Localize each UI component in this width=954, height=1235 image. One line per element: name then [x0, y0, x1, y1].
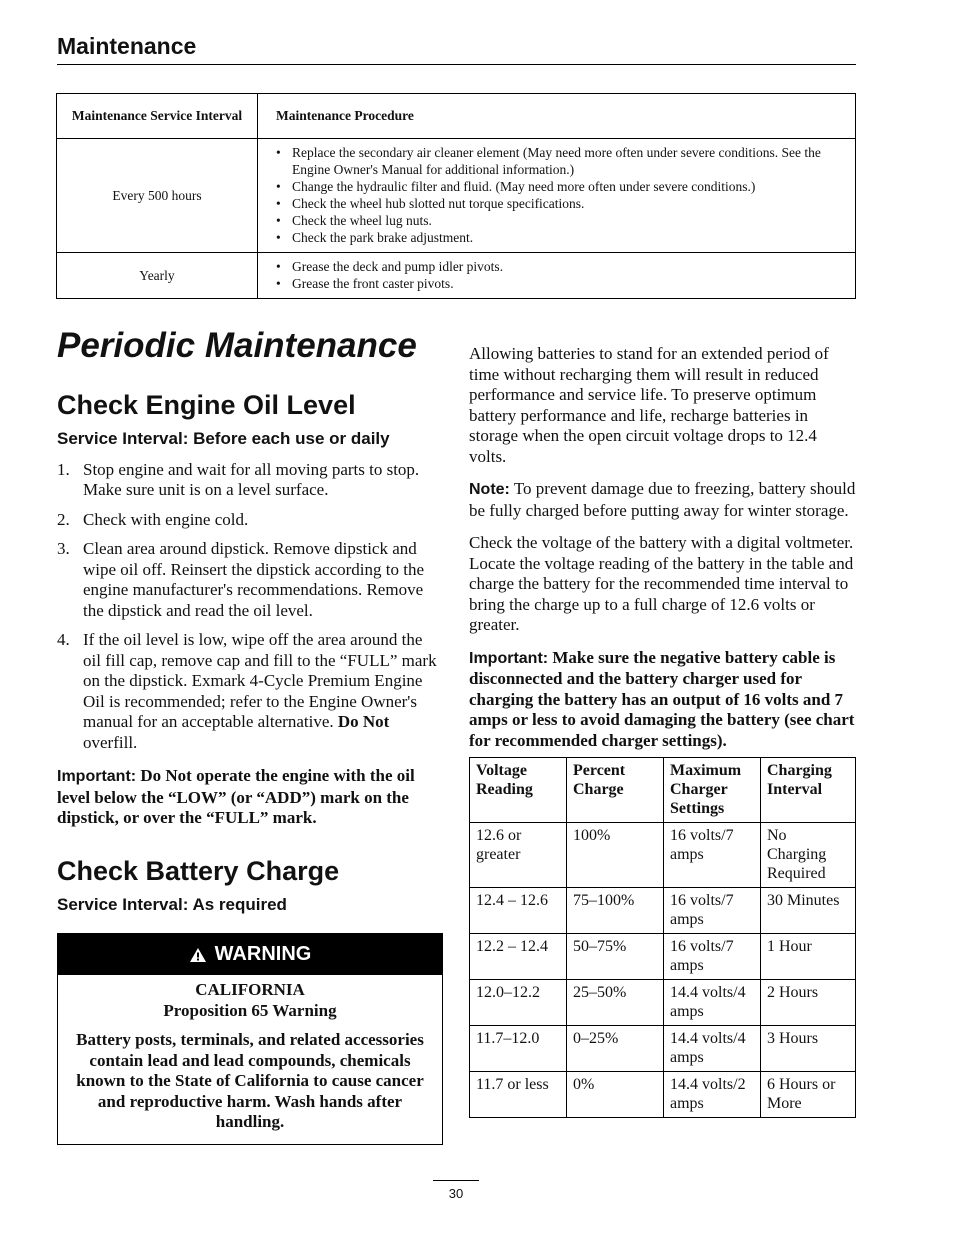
- step-text-end: overfill.: [83, 732, 138, 752]
- battery-important: [469, 648, 857, 752]
- battery-table-header-row: [470, 758, 856, 823]
- table-cell: 100%: [567, 823, 664, 888]
- battery-header-voltage: Voltage Reading: [470, 758, 567, 823]
- warning-line2: Proposition 65 Warning: [163, 1000, 337, 1020]
- battery-header-charger: Maximum Charger Settings: [664, 758, 761, 823]
- table-cell: 30 Minutes: [761, 888, 856, 934]
- schedule-interval-cell: Every 500 hours: [57, 139, 258, 253]
- table-cell: 25–50%: [567, 980, 664, 1026]
- table-cell: 16 volts/7 amps: [664, 934, 761, 980]
- table-row: [470, 934, 856, 980]
- schedule-header-procedure: Maintenance Procedure: [258, 94, 856, 139]
- page-number: 30: [448, 1186, 464, 1201]
- table-cell: 1 Hour: [761, 934, 856, 980]
- periodic-maintenance-title: Periodic Maintenance: [57, 326, 417, 365]
- list-item: • Grease the deck and pump idler pivots.: [276, 258, 835, 275]
- maintenance-schedule-table: [56, 93, 856, 299]
- important-text: Do Not operate the engine with the oil level below the “LOW” (or “ADD”) mark on the dipstick, or over the “FULL” mark.: [57, 766, 415, 827]
- schedule-header-row: [57, 94, 856, 139]
- battery-paragraph-1: Allowing batteries to stand for an extended period of time without recharging them will result in reduced performance and service life. To preserve optimum battery performance and life, recharge batteries in storage when the open circuit voltage drops to 12.4 volts.: [469, 344, 829, 466]
- important-text: Make sure the negative battery cable is disconnected and the battery charger used for charging the battery has an output of 16 volts and 7 amps or less to avoid damaging the battery (see chart for recommended charger settings).: [469, 647, 855, 750]
- table-cell: 50–75%: [567, 934, 664, 980]
- right-column: [469, 344, 857, 1118]
- table-cell: 6 Hours or More: [761, 1072, 856, 1118]
- table-cell: 3 Hours: [761, 1026, 856, 1072]
- battery-charge-table: [469, 757, 856, 1118]
- list-item: 3. Clean area around dipstick. Remove dipstick and wipe oil off. Reinsert the dipstick according to the engine manufacturer's recommendations. Remove the dipstick and read the oil level.: [57, 539, 425, 620]
- oil-important: [57, 766, 443, 829]
- warning-body: [58, 975, 442, 1144]
- table-cell: 12.4 – 12.6: [470, 888, 567, 934]
- table-row: [470, 980, 856, 1026]
- warning-triangle-icon: [189, 947, 207, 963]
- table-cell: 12.0–12.2: [470, 980, 567, 1026]
- table-cell: 16 volts/7 amps: [664, 823, 761, 888]
- list-item: 1. Stop engine and wait for all moving parts to stop. Make sure unit is on a level surface.: [57, 459, 420, 499]
- footer-rule: [433, 1180, 479, 1181]
- list-item: • Change the hydraulic filter and fluid. (May need more often under severe conditions.): [276, 178, 835, 195]
- step-bold-text: Do Not: [337, 712, 390, 731]
- schedule-procedure-cell: [258, 253, 856, 299]
- step-text: Stop engine and wait for all moving parts to stop. Make sure unit is on a level surface.: [83, 459, 420, 499]
- left-column: [57, 388, 443, 1145]
- list-item: • Check the wheel lug nuts.: [276, 212, 835, 229]
- table-cell: 12.2 – 12.4: [470, 934, 567, 980]
- table-cell: 2 Hours: [761, 980, 856, 1026]
- table-row: [470, 823, 856, 888]
- table-row: [470, 1072, 856, 1118]
- step-text: Clean area around dipstick. Remove dipstick and wipe oil off. Reinsert the dipstick according to the engine manufacturer's recommendations. Remove the dipstick and read the oil level.: [83, 539, 425, 620]
- list-item: 4. If the oil level is low, wipe off the area around the oil fill cap, remove cap and fill to the “FULL” mark on the dipstick. Exmark 4-Cycle Premium Engine Oil is recommended; refer to the Engine Owner's manual for an acceptable alternative. Do Not overfill.: [57, 630, 437, 752]
- note-text: To prevent damage due to freezing, battery should be fully charged before putting away for winter storage.: [469, 479, 856, 520]
- battery-heading: Check Battery Charge: [57, 855, 340, 886]
- list-item: 2. Check with engine cold.: [57, 509, 249, 529]
- note-label: Note:: [469, 481, 510, 498]
- battery-header-percent: Percent Charge: [567, 758, 664, 823]
- table-cell: No Charging Required: [761, 823, 856, 888]
- warning-line1: CALIFORNIA: [195, 980, 305, 999]
- battery-header-interval: Charging Interval: [761, 758, 856, 823]
- table-row: [57, 139, 856, 253]
- schedule-header-interval: Maintenance Service Interval: [57, 94, 258, 139]
- table-cell: 14.4 volts/2 amps: [664, 1072, 761, 1118]
- important-label: Important:: [469, 649, 549, 667]
- battery-service-interval: Service Interval: As required: [57, 894, 287, 914]
- table-row: [57, 253, 856, 299]
- list-item: • Grease the front caster pivots.: [276, 275, 835, 292]
- list-item: • Check the park brake adjustment.: [276, 229, 835, 246]
- oil-service-interval: Service Interval: Before each use or daily: [57, 429, 390, 448]
- header-rule: [57, 64, 856, 65]
- warning-bar: [58, 934, 442, 975]
- table-cell: 14.4 volts/4 amps: [664, 1026, 761, 1072]
- table-cell: 0%: [567, 1072, 664, 1118]
- table-cell: 75–100%: [567, 888, 664, 934]
- table-cell: 11.7 or less: [470, 1072, 567, 1118]
- list-item: • Replace the secondary air cleaner element (May need more often under severe conditions. See the Engine Owner's Manual for additional information.): [276, 144, 835, 178]
- table-cell: 0–25%: [567, 1026, 664, 1072]
- oil-heading: Check Engine Oil Level: [57, 390, 356, 420]
- step-text: If the oil level is low, wipe off the area around the oil fill cap, remove cap and fill to the “FULL” mark on the dipstick. Exmark 4-Cycle Premium Engine Oil is recommended; refer to the Engine Owner's manual for an acceptable alternative.: [83, 630, 437, 731]
- list-item: • Check the wheel hub slotted nut torque specifications.: [276, 195, 835, 212]
- page-header-title: Maintenance: [57, 33, 197, 59]
- warning-text: Battery posts, terminals, and related accessories contain lead and lead compounds, chemicals known to the State of California to cause cancer and reproductive harm. Wash hands after handling.: [76, 1030, 424, 1131]
- battery-paragraph-2: Check the voltage of the battery with a digital voltmeter. Locate the voltage reading of the battery in the table and charge the battery for the recommended time interval to bring the charge up to a full charge of 12.6 volts or greater.: [469, 533, 854, 634]
- warning-label: WARNING: [214, 943, 312, 966]
- schedule-procedure-cell: [258, 139, 856, 253]
- important-label: Important:: [57, 768, 137, 785]
- step-text: Check with engine cold.: [83, 509, 249, 529]
- battery-note: [469, 479, 857, 521]
- table-row: [470, 888, 856, 934]
- table-cell: 11.7–12.0: [470, 1026, 567, 1072]
- warning-box: [57, 933, 443, 1145]
- table-row: [470, 1026, 856, 1072]
- table-cell: 14.4 volts/4 amps: [664, 980, 761, 1026]
- oil-steps: [57, 460, 443, 754]
- table-cell: 12.6 or greater: [470, 823, 567, 888]
- schedule-interval-cell: Yearly: [57, 253, 258, 299]
- table-cell: 16 volts/7 amps: [664, 888, 761, 934]
